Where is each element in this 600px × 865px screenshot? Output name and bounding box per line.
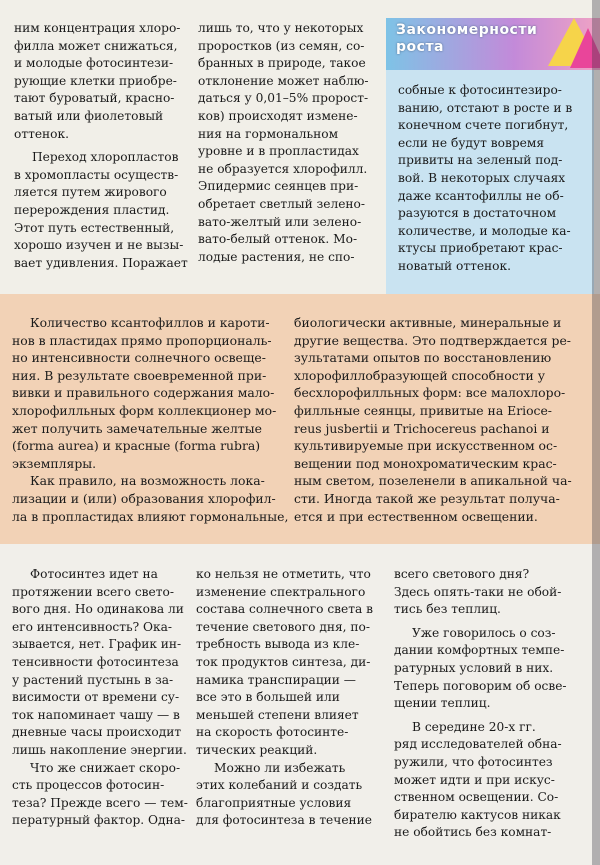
text-line: благоприятные условия xyxy=(196,795,352,810)
text-line: у растений пустынь в за- xyxy=(12,672,174,687)
text-line: хорошо изучен и не вызы- xyxy=(14,238,184,253)
bottom-column-3 xyxy=(394,566,567,842)
text-line: теза? Прежде всего — тем- xyxy=(12,795,188,810)
text-line: вато-белый оттенок. Мо- xyxy=(198,232,358,247)
text-line: ния на гормональном xyxy=(198,126,339,141)
top-column-2 xyxy=(198,20,369,266)
text-line: Переход хлоропластов xyxy=(32,150,179,165)
text-line: дании комфортных темпе- xyxy=(394,643,565,658)
bottom-column-1 xyxy=(12,566,188,830)
text-line: тических реакций. xyxy=(196,742,318,757)
text-line: ружили, что фотосинтез xyxy=(394,754,553,769)
text-line: отклонение может наблю- xyxy=(198,73,369,88)
text-line: Здесь опять-таки не обой- xyxy=(394,584,562,599)
text-line: проростков (из семян, со- xyxy=(198,38,365,53)
text-line: даться у 0,01–5% пророст- xyxy=(198,91,369,106)
text-line: Эпидермис сеянцев при- xyxy=(198,179,359,194)
text-line: Можно ли избежать xyxy=(214,760,346,775)
text-line: если не будут вовремя xyxy=(398,135,545,150)
text-line: количестве, и молодые ка- xyxy=(398,223,571,238)
text-line: Фотосинтез идет на xyxy=(30,567,158,581)
sidebar-title xyxy=(396,22,537,56)
text-line: хлорофилльных форм коллекционер мо- xyxy=(12,402,277,418)
text-line: нов в пластидах прямо пропорциональ- xyxy=(12,332,272,348)
text-line: ратурных условий в них. xyxy=(394,660,554,675)
text-line: рующие клетки приобре- xyxy=(14,73,177,88)
highlight-column-2 xyxy=(294,314,572,525)
text-line: В середине 20-х гг. xyxy=(412,719,536,734)
text-line: ток напоминает чашу — в xyxy=(12,707,180,722)
text-line: оттенок. xyxy=(14,126,69,141)
text-line: намика транспирации — xyxy=(196,672,356,687)
text-line: ктусы приобретают крас- xyxy=(398,241,563,256)
text-line: ным светом, позеленели в апикальной ча- xyxy=(294,473,572,489)
text-line: Теперь поговорим об осве- xyxy=(394,678,567,693)
text-line: ляется путем жирового xyxy=(14,185,167,200)
text-line: вивки и правильного содержания мало- xyxy=(12,385,275,401)
text-line: лизации и (или) образования хлорофил- xyxy=(12,490,276,506)
text-line: ванию, отстают в росте и в xyxy=(398,100,573,115)
text-line: вещении под монохроматическим крас- xyxy=(294,455,557,471)
sidebar-box-text xyxy=(398,82,572,276)
text-line: на скорость фотосинте- xyxy=(196,725,349,740)
text-line: всего светового дня? xyxy=(394,567,530,581)
text-line: привиты на зеленый под- xyxy=(398,153,563,168)
text-line: лишь то, что у некоторых xyxy=(198,21,364,35)
text-line: но интенсивности солнечного освеще- xyxy=(12,350,266,366)
text-line: висимости от времени су- xyxy=(12,690,180,705)
text-line: не обойтись без комнат- xyxy=(394,825,552,840)
text-line: ков) происходят измене- xyxy=(198,108,358,123)
text-line: сть процессов фотосин- xyxy=(12,778,165,793)
text-line: вой. В некоторых случаях xyxy=(398,170,566,185)
text-line: другие вещества. Это подтверждается ре- xyxy=(294,332,571,348)
text-line: протяжении всего свето- xyxy=(12,584,174,599)
text-line: филльные сеянцы, привитые на Eriocе- xyxy=(294,402,552,418)
text-line: Этот путь естественный, xyxy=(14,220,175,235)
text-line: щении теплиц. xyxy=(394,696,491,711)
text-line: ется и при естественном освещении. xyxy=(294,508,538,524)
text-line: вато-желтый или зелено- xyxy=(198,214,362,229)
text-line: Что же снижает скоро- xyxy=(30,760,181,775)
text-line: филла может снижаться, xyxy=(14,38,178,53)
text-line: в хромопласты осуществ- xyxy=(14,167,179,182)
text-line: собные к фотосинтезиро- xyxy=(398,83,562,97)
page-edge-shadow xyxy=(592,0,600,865)
text-line: уровне и в пропластидах xyxy=(198,144,359,159)
text-line: лодые растения, не спо- xyxy=(198,249,355,264)
text-line: Уже говорилось о соз- xyxy=(412,625,556,640)
text-line: разуются в достаточном xyxy=(398,206,557,221)
text-line: его интенсивность? Ока- xyxy=(12,619,173,634)
text-line: вает удивления. Поражает xyxy=(14,255,188,270)
text-line: (forma aurea) и красные (forma rubra) xyxy=(12,438,261,454)
text-line: пературный фактор. Одна- xyxy=(12,813,185,828)
text-line: жет получить замечательные желтые xyxy=(12,420,262,436)
text-line: все это в большей или xyxy=(196,690,340,705)
text-line: бирателю кактусов никак xyxy=(394,807,561,822)
text-line: ния. В результате своевременной при- xyxy=(12,367,267,383)
text-line: новатый оттенок. xyxy=(398,258,512,273)
text-line: тись без теплиц. xyxy=(394,602,501,617)
sidebar-title-line1: Закономерности xyxy=(396,22,538,38)
top-column-1 xyxy=(14,20,188,272)
text-line: дневные часы происходит xyxy=(12,725,182,740)
text-line: зывается, нет. График ин- xyxy=(12,637,182,652)
text-line: изменение спектрального xyxy=(196,584,366,599)
text-line: лишь накопление энергии. xyxy=(12,742,187,757)
text-line: хлорофиллобразующей способности у xyxy=(294,367,546,383)
text-line: бранных в природе, такое xyxy=(198,56,366,71)
text-line: даже ксантофиллы не об- xyxy=(398,188,564,203)
text-line: ток продуктов синтеза, ди- xyxy=(196,654,371,669)
text-line: и молодые фотосинтези- xyxy=(14,56,174,71)
text-line: течение светового дня, по- xyxy=(196,619,370,634)
text-line: меньшей степени влияет xyxy=(196,707,359,722)
text-line: reus jusbertii и Trichocereus pachanoi и xyxy=(294,420,550,436)
text-line: не образуется хлорофилл. xyxy=(198,161,368,176)
text-line: тают буроватый, красно- xyxy=(14,91,175,106)
text-line: ко нельзя не отметить, что xyxy=(196,567,371,581)
text-line: обретает светлый зелено- xyxy=(198,196,366,211)
text-line: ла в пропластидах влияют гормональные, xyxy=(12,508,289,524)
text-line: культивируемые при искусственном ос- xyxy=(294,438,558,454)
text-line: конечном счете погибнут, xyxy=(398,118,569,133)
text-line: перерождения пластид. xyxy=(14,202,170,217)
sidebar-title-line2: роста xyxy=(396,39,444,55)
text-line: ряд исследователей обна- xyxy=(394,737,562,752)
bottom-column-2 xyxy=(196,566,373,830)
highlight-column-1 xyxy=(12,314,288,525)
text-line: ственном освещении. Со- xyxy=(394,790,559,805)
text-line: зультатами опытов по восстановлению xyxy=(294,350,552,366)
text-line: для фотосинтеза в течение xyxy=(196,813,372,828)
text-line: ним концентрация хлоро- xyxy=(14,21,181,35)
text-line: вого дня. Но одинакова ли xyxy=(12,602,184,617)
text-line: Количество ксантофиллов и кароти- xyxy=(30,315,270,330)
text-line: сти. Иногда такой же результат получа- xyxy=(294,490,560,506)
text-line: ватый или фиолетовый xyxy=(14,108,164,123)
text-line: Как правило, на возможность лока- xyxy=(30,473,265,489)
text-line: экземпляры. xyxy=(12,455,97,471)
text-line: биологически активные, минеральные и xyxy=(294,315,562,330)
text-line: требность вывода из кле- xyxy=(196,637,360,652)
text-line: этих колебаний и создать xyxy=(196,778,363,793)
text-line: тенсивности фотосинтеза xyxy=(12,654,179,669)
text-line: состава солнечного света в xyxy=(196,602,373,617)
text-line: бесхлорофилльных форм: все малохлоро- xyxy=(294,385,566,401)
text-line: может идти и при искус- xyxy=(394,772,555,787)
